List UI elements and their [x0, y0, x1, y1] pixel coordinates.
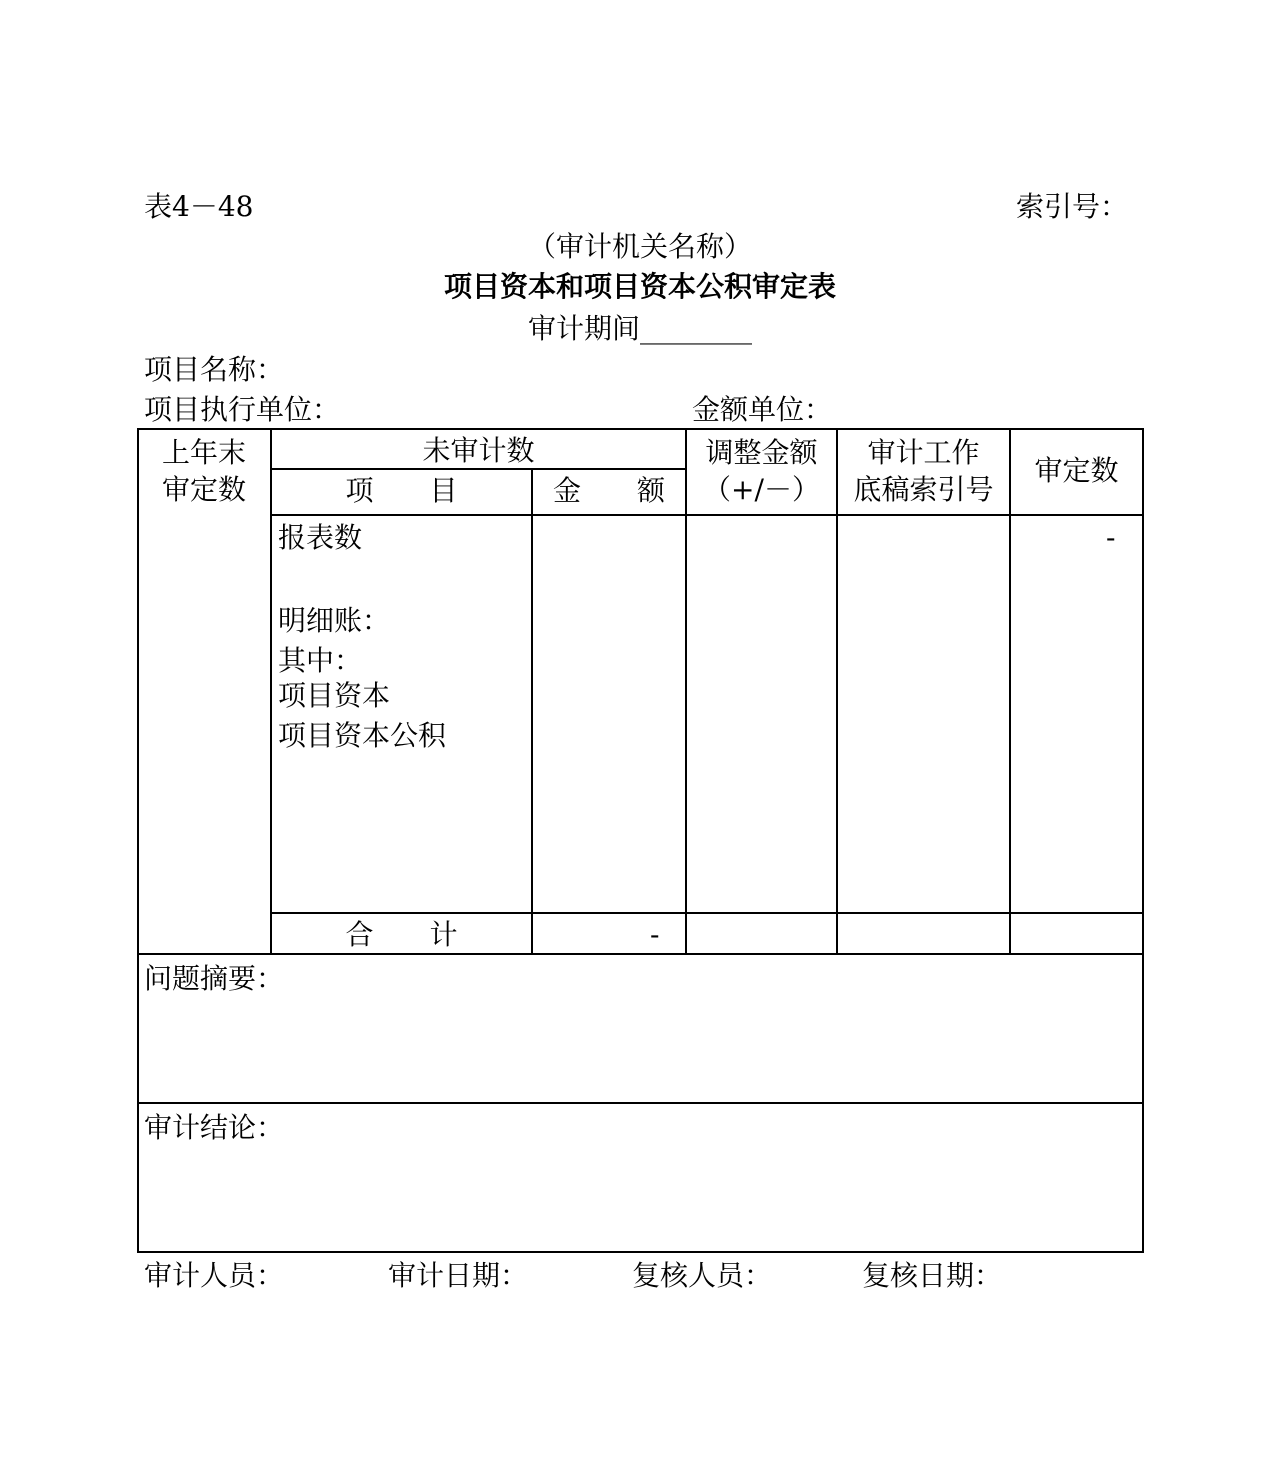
issues-summary-label: 问题摘要：: [144, 962, 285, 995]
col-divider-workpaper: [1009, 428, 1011, 954]
table-border-left: [137, 428, 139, 1253]
row-report-figure: 报表数: [278, 521, 363, 554]
final-report-value: -: [1106, 521, 1116, 554]
total-label: 合 计: [345, 918, 458, 951]
audit-date-label: 审计日期：: [388, 1259, 529, 1292]
header-bottom-line: [271, 514, 1143, 516]
row-capital-reserve: 项目资本公积: [278, 719, 447, 752]
row-project-capital: 项目资本: [278, 679, 391, 712]
col-prev-year-line1: 上年末: [161, 436, 246, 469]
col-amount: 金 额: [552, 474, 665, 507]
table-border-bottom: [137, 1251, 1143, 1253]
index-number-label: 索引号：: [1016, 190, 1129, 223]
project-name-label: 项目名称：: [144, 353, 285, 386]
col-adjustment-line2: （+/－）: [703, 473, 820, 506]
auditor-label: 审计人员：: [144, 1259, 285, 1292]
col-prev-year-line2: 审定数: [161, 473, 246, 506]
table-body-bottom-line: [137, 953, 1143, 955]
header-divider: [271, 468, 686, 470]
reviewer-label: 复核人员：: [632, 1259, 773, 1292]
agency-name: （审计机关名称）: [527, 230, 752, 263]
issues-bottom-line: [137, 1102, 1143, 1104]
col-unaudited: 未审计数: [422, 434, 535, 467]
review-date-label: 复核日期：: [862, 1259, 1003, 1292]
col-divider-amount: [685, 428, 687, 954]
col-workpaper-line2: 底稿索引号: [853, 473, 994, 506]
form-number: 表4－48: [144, 190, 254, 223]
total-row-top-line: [271, 912, 1143, 914]
col-adjustment-line1: 调整金额: [705, 436, 818, 469]
row-of-which: 其中：: [278, 644, 363, 677]
amount-unit-label: 金额单位：: [692, 393, 833, 426]
executing-unit-label: 项目执行单位：: [144, 393, 341, 426]
col-divider-item: [531, 468, 533, 954]
page-title: 项目资本和项目资本公积审定表: [443, 270, 836, 303]
col-divider-adjust: [836, 428, 838, 954]
col-item: 项 目: [345, 474, 458, 507]
row-ledger: 明细账：: [278, 604, 391, 637]
total-amount: -: [650, 918, 660, 951]
col-workpaper-line1: 审计工作: [867, 436, 980, 469]
table-border-right: [1142, 428, 1144, 1253]
table-border-top: [137, 428, 1143, 430]
col-final: 审定数: [1034, 454, 1119, 487]
audit-conclusion-label: 审计结论：: [144, 1111, 285, 1144]
audit-period: 审计期间________: [527, 312, 752, 345]
